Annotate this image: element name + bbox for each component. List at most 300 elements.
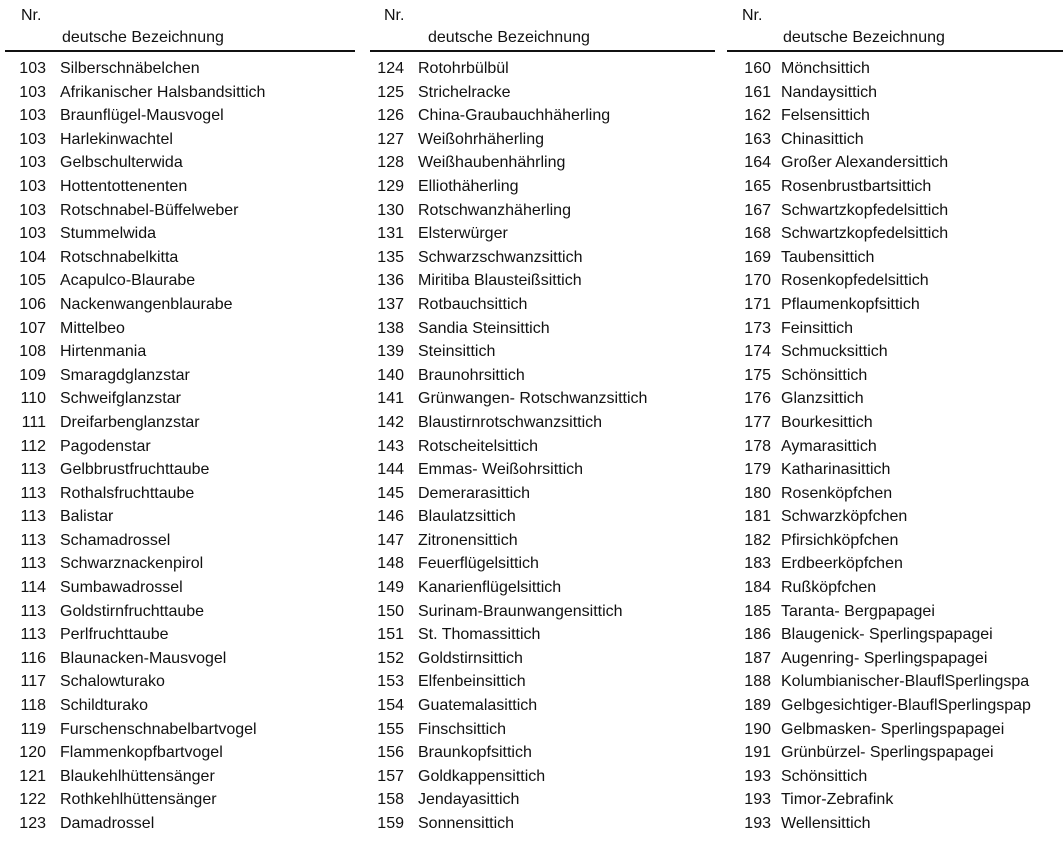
entry-name: Schmucksittich (781, 343, 888, 361)
entry-number: 113 (20, 484, 46, 502)
entry-name: Rotschnabel-Büffelweber (60, 201, 239, 219)
list-item (370, 435, 715, 459)
entry-number: 146 (377, 508, 404, 526)
entry-number: 142 (377, 413, 404, 431)
entry-number: 187 (744, 649, 771, 667)
entry-name: Dreifarbenglanzstar (60, 413, 200, 431)
entry-number: 149 (377, 579, 404, 597)
entry-name: Gelbschulterwida (60, 154, 183, 172)
entry-name: Goldstirnfruchttaube (60, 602, 205, 620)
list-item (370, 694, 715, 718)
entry-name: Schwarzschwanzsittich (418, 248, 583, 266)
entry-name: Mönchsittich (781, 60, 870, 77)
entry-name: Pagodenstar (60, 437, 151, 455)
entry-name: Schwartzkopfedelsittich (781, 225, 949, 243)
entry-number: 103 (19, 225, 46, 243)
column-header-name: deutsche Bezeichnung (62, 29, 224, 46)
entry-number: 181 (744, 508, 771, 526)
list-item (370, 600, 715, 624)
list-item (727, 411, 1063, 435)
list-item (5, 387, 355, 411)
list-item (370, 623, 715, 647)
list-item (5, 340, 355, 364)
list-item (5, 246, 355, 270)
entry-name: Perlfruchttaube (60, 626, 169, 644)
entry-name: Aymarasittich (781, 437, 877, 455)
entry-number: 143 (377, 437, 404, 455)
list-item (727, 387, 1063, 411)
list-item (727, 552, 1063, 576)
list-item (370, 104, 715, 128)
entry-number: 125 (377, 83, 404, 101)
entry-number: 158 (377, 791, 404, 809)
list-item (5, 529, 355, 553)
entry-name: Demerarasittich (418, 484, 531, 502)
list-item (5, 175, 355, 199)
entry-number: 168 (744, 225, 771, 243)
list-item (727, 269, 1063, 293)
entry-number: 103 (19, 130, 46, 148)
entry-name: Schildturako (60, 697, 149, 715)
list-item (370, 765, 715, 789)
list-item (5, 576, 355, 600)
entry-number: 162 (744, 107, 771, 125)
header-divider (727, 50, 1063, 52)
list-item (727, 576, 1063, 600)
list-item (5, 151, 355, 175)
entry-name: Elfenbeinsittich (418, 673, 526, 691)
entry-name: Goldstirnsittich (418, 649, 523, 667)
entry-name: Steinsittich (418, 343, 496, 361)
list-item (5, 364, 355, 388)
entry-name: Acapulco-Blaurabe (60, 272, 196, 290)
list-item (370, 175, 715, 199)
entry-number: 120 (19, 744, 46, 762)
entry-name: Rosenköpfchen (781, 484, 893, 502)
list-item (5, 788, 355, 812)
list-item (727, 718, 1063, 742)
entry-name: Großer Alexandersittich (781, 154, 949, 172)
list-item (5, 128, 355, 152)
entry-name: Blaukehlhüttensänger (60, 767, 215, 785)
entry-name: Taranta- Bergpapagei (781, 602, 935, 620)
entry-number: 116 (20, 649, 46, 667)
list-item (727, 600, 1063, 624)
entry-number: 182 (744, 531, 771, 549)
list-item (5, 482, 355, 506)
list-item (727, 57, 1063, 81)
entry-name: Wellensittich (781, 815, 871, 832)
column-3 (727, 0, 1063, 861)
entry-number: 119 (20, 720, 46, 738)
list-item (370, 364, 715, 388)
list-item (727, 104, 1063, 128)
entry-number: 113 (20, 508, 46, 526)
entry-number: 161 (744, 83, 771, 101)
entry-number: 160 (744, 60, 771, 77)
entry-number: 159 (377, 815, 404, 832)
entry-number: 177 (744, 413, 771, 431)
entry-name: Jendayasittich (418, 791, 520, 809)
list-item (727, 623, 1063, 647)
entry-name: Hottentottenenten (60, 177, 188, 195)
entry-name: Stummelwida (60, 225, 157, 243)
list-item (727, 199, 1063, 223)
entry-number: 109 (19, 366, 46, 384)
entry-name: Hirtenmania (60, 343, 147, 361)
entry-name: Braunkopfsittich (418, 744, 532, 762)
entry-number: 122 (19, 791, 46, 809)
entry-number: 137 (377, 295, 404, 313)
list-item (5, 317, 355, 341)
list-item (370, 458, 715, 482)
entry-number: 103 (19, 107, 46, 125)
entry-name: Gelbbrustfruchttaube (60, 461, 210, 479)
entry-list (727, 57, 1063, 836)
entry-number: 176 (744, 390, 771, 408)
list-item (5, 104, 355, 128)
list-item (370, 411, 715, 435)
entry-name: Rosenkopfedelsittich (781, 272, 929, 290)
entry-name: Afrikanischer Halsbandsittich (60, 83, 266, 101)
entry-name: Miritiba Blausteißsittich (418, 272, 582, 290)
list-item (5, 435, 355, 459)
entry-name: Elliothäherling (418, 177, 519, 195)
entry-number: 126 (377, 107, 404, 125)
column-header-name: deutsche Bezeichnung (783, 29, 945, 46)
list-item (5, 623, 355, 647)
entry-number: 167 (744, 201, 771, 219)
column-header-nr: Nr. (21, 7, 42, 24)
entry-number: 193 (744, 767, 771, 785)
list-item (5, 741, 355, 765)
list-item (370, 246, 715, 270)
entry-name: Surinam-Braunwangensittich (418, 602, 623, 620)
entry-name: Kanarienflügelsittich (418, 579, 562, 597)
entry-name: Chinasittich (781, 130, 864, 148)
entry-name: Smaragdglanzstar (60, 366, 190, 384)
list-item (370, 128, 715, 152)
list-item (5, 293, 355, 317)
entry-name: Zitronensittich (418, 531, 518, 549)
list-item (727, 222, 1063, 246)
entry-name: Harlekinwachtel (60, 130, 173, 148)
entry-number: 111 (21, 413, 46, 431)
list-item (727, 435, 1063, 459)
entry-name: Feuerflügelsittich (418, 555, 539, 573)
list-item (5, 458, 355, 482)
entry-number: 155 (377, 720, 404, 738)
entry-name: Braunflügel-Mausvogel (60, 107, 224, 125)
entry-number: 180 (744, 484, 771, 502)
list-item (370, 788, 715, 812)
entry-name: Sonnensittich (418, 815, 515, 832)
list-item (727, 81, 1063, 105)
list-item (727, 458, 1063, 482)
entry-name: Sumbawadrossel (60, 579, 183, 597)
list-item (370, 317, 715, 341)
list-item (727, 788, 1063, 812)
list-item (370, 81, 715, 105)
entry-number: 103 (19, 83, 46, 101)
entry-number: 189 (744, 697, 771, 715)
list-item (727, 694, 1063, 718)
entry-number: 169 (744, 248, 771, 266)
list-item (727, 765, 1063, 789)
entry-number: 123 (19, 815, 46, 832)
entry-name: Rothalsfruchttaube (60, 484, 195, 502)
list-item (727, 482, 1063, 506)
entry-name: Strichelracke (418, 83, 511, 101)
entry-name: Finschsittich (418, 720, 507, 738)
entry-name: Rußköpfchen (781, 579, 877, 597)
entry-number: 153 (377, 673, 404, 691)
column-header-nr: Nr. (384, 7, 405, 24)
entry-number: 193 (744, 791, 771, 809)
entry-name: Goldkappensittich (418, 767, 546, 785)
entry-name: Grünwangen- Rotschwanzsittich (418, 390, 648, 408)
list-item (727, 647, 1063, 671)
list-item (5, 505, 355, 529)
entry-name: Taubensittich (781, 248, 875, 266)
entry-name: Emmas- Weißohrsittich (418, 461, 584, 479)
entry-number: 130 (377, 201, 404, 219)
entry-name: Weißohrhäherling (418, 130, 544, 148)
entry-name: Grünbürzel- Sperlingspapagei (781, 744, 994, 762)
entry-name: Augenring- Sperlingspapagei (781, 649, 988, 667)
entry-name: Blaugenick- Sperlingspapagei (781, 626, 993, 644)
entry-number: 150 (377, 602, 404, 620)
entry-name: Blaunacken-Mausvogel (60, 649, 227, 667)
entry-number: 121 (19, 767, 46, 785)
entry-list (370, 57, 715, 836)
entry-number: 151 (377, 626, 404, 644)
entry-number: 140 (377, 366, 404, 384)
entry-number: 113 (20, 531, 46, 549)
entry-number: 113 (20, 461, 46, 479)
list-item (370, 741, 715, 765)
entry-number: 118 (20, 697, 46, 715)
entry-name: Furschenschnabelbartvogel (60, 720, 257, 738)
list-item (5, 81, 355, 105)
entry-name: Flammenkopfbartvogel (60, 744, 223, 762)
entry-number: 131 (377, 225, 404, 243)
list-item (727, 812, 1063, 836)
list-item (727, 175, 1063, 199)
list-item (727, 293, 1063, 317)
entry-name: Mittelbeo (60, 319, 125, 337)
entry-number: 129 (377, 177, 404, 195)
entry-name: St. Thomassittich (418, 626, 541, 644)
entry-name: Felsensittich (781, 107, 870, 125)
entry-number: 135 (377, 248, 404, 266)
entry-number: 128 (377, 154, 404, 172)
entry-number: 113 (20, 626, 46, 644)
entry-number: 113 (20, 602, 46, 620)
entry-name: Rotschnabelkitta (60, 248, 179, 266)
entry-name: Schamadrossel (60, 531, 171, 549)
entry-name: Gelbgesichtiger-BlauflSperlingspap (781, 697, 1031, 715)
entry-number: 154 (377, 697, 404, 715)
list-item (727, 741, 1063, 765)
entry-number: 173 (744, 319, 771, 337)
entry-number: 114 (20, 579, 46, 597)
entry-name: Schweifglanzstar (60, 390, 181, 408)
list-item (370, 576, 715, 600)
entry-number: 113 (20, 555, 46, 573)
entry-name: Rosenbrustbartsittich (781, 177, 932, 195)
column-2 (370, 0, 715, 861)
entry-number: 191 (744, 744, 771, 762)
list-item (727, 364, 1063, 388)
entry-number: 178 (744, 437, 771, 455)
list-item (727, 529, 1063, 553)
entry-name: Rotscheitelsittich (418, 437, 539, 455)
entry-number: 183 (744, 555, 771, 573)
entry-name: Blaulatzsittich (418, 508, 516, 526)
entry-number: 163 (744, 130, 771, 148)
entry-name: Silberschnäbelchen (60, 60, 200, 77)
list-item (370, 505, 715, 529)
entry-name: Erdbeerköpfchen (781, 555, 903, 573)
entry-name: Damadrossel (60, 815, 155, 832)
entry-name: Gelbmasken- Sperlingspapagei (781, 720, 1005, 738)
list-item (5, 812, 355, 836)
entry-name: Schönsittich (781, 767, 868, 785)
entry-number: 107 (19, 319, 46, 337)
entry-number: 108 (19, 343, 46, 361)
entry-number: 152 (377, 649, 404, 667)
entry-number: 185 (744, 602, 771, 620)
column-header-name: deutsche Bezeichnung (428, 29, 590, 46)
entry-number: 112 (20, 437, 46, 455)
entry-name: Schönsittich (781, 366, 868, 384)
entry-number: 175 (744, 366, 771, 384)
entry-number: 139 (377, 343, 404, 361)
entry-number: 104 (19, 248, 46, 266)
entry-name: Pfirsichköpfchen (781, 531, 899, 549)
entry-number: 138 (377, 319, 404, 337)
entry-number: 179 (744, 461, 771, 479)
entry-number: 103 (19, 154, 46, 172)
list-item (370, 387, 715, 411)
entry-number: 148 (377, 555, 404, 573)
entry-name: Nackenwangenblaurabe (60, 295, 233, 313)
entry-name: Kolumbianischer-BlauflSperlingspa (781, 673, 1030, 691)
entry-number: 103 (19, 60, 46, 77)
list-item (727, 246, 1063, 270)
entry-name: Schwarznackenpirol (60, 555, 204, 573)
entry-number: 188 (744, 673, 771, 691)
entry-number: 165 (744, 177, 771, 195)
entry-list (5, 57, 355, 836)
entry-name: Timor-Zebrafink (781, 791, 894, 809)
header-divider (5, 50, 355, 52)
list-item (5, 647, 355, 671)
list-item (370, 293, 715, 317)
list-item (370, 812, 715, 836)
entry-number: 170 (744, 272, 771, 290)
column-1 (5, 0, 355, 861)
list-item (370, 647, 715, 671)
list-item (5, 765, 355, 789)
entry-name: Glanzsittich (781, 390, 864, 408)
list-item (727, 505, 1063, 529)
entry-number: 103 (19, 177, 46, 195)
list-item (370, 529, 715, 553)
entry-number: 157 (377, 767, 404, 785)
entry-name: Feinsittich (781, 319, 854, 337)
entry-number: 193 (744, 815, 771, 832)
list-item (5, 600, 355, 624)
entry-name: Bourkesittich (781, 413, 873, 431)
entry-name: Rothkehlhüttensänger (60, 791, 217, 809)
entry-number: 117 (20, 673, 46, 691)
entry-number: 136 (377, 272, 404, 290)
list-item (370, 222, 715, 246)
list-item (5, 199, 355, 223)
entry-number: 147 (377, 531, 404, 549)
entry-number: 103 (19, 201, 46, 219)
entry-name: Schwarzköpfchen (781, 508, 908, 526)
list-item (727, 151, 1063, 175)
header-divider (370, 50, 715, 52)
list-item (370, 670, 715, 694)
entry-name: Schalowturako (60, 673, 165, 691)
entry-name: Elsterwürger (418, 225, 508, 243)
entry-name: Balistar (60, 508, 114, 526)
list-item (5, 222, 355, 246)
list-item (727, 340, 1063, 364)
entry-name: Braunohrsittich (418, 366, 525, 384)
entry-name: Rotohrbülbül (418, 60, 509, 77)
entry-name: Katharinasittich (781, 461, 891, 479)
list-item (370, 57, 715, 81)
entry-name: Blaustirnrotschwanzsittich (418, 413, 603, 431)
list-item (370, 340, 715, 364)
entry-number: 186 (744, 626, 771, 644)
entry-name: Rotschwanzhäherling (418, 201, 571, 219)
entry-name: Nandaysittich (781, 83, 878, 101)
list-item (370, 552, 715, 576)
list-item (370, 199, 715, 223)
entry-number: 190 (744, 720, 771, 738)
entry-number: 124 (377, 60, 404, 77)
entry-number: 171 (744, 295, 771, 313)
entry-number: 156 (377, 744, 404, 762)
list-item (5, 57, 355, 81)
entry-name: Rotbauchsittich (418, 295, 528, 313)
entry-name: Guatemalasittich (418, 697, 538, 715)
entry-number: 145 (377, 484, 404, 502)
list-item (5, 694, 355, 718)
list-item (370, 269, 715, 293)
list-item (727, 317, 1063, 341)
list-item (5, 269, 355, 293)
list-item (5, 670, 355, 694)
list-item (727, 670, 1063, 694)
entry-number: 127 (377, 130, 404, 148)
entry-name: Weißhaubenhährling (418, 154, 566, 172)
entry-name: China-Graubauchhäherling (418, 107, 611, 125)
column-header-nr: Nr. (742, 7, 763, 24)
list-item (370, 482, 715, 506)
entry-number: 184 (744, 579, 771, 597)
entry-number: 106 (19, 295, 46, 313)
entry-name: Sandia Steinsittich (418, 319, 550, 337)
entry-number: 110 (20, 390, 46, 408)
entry-number: 144 (377, 461, 404, 479)
